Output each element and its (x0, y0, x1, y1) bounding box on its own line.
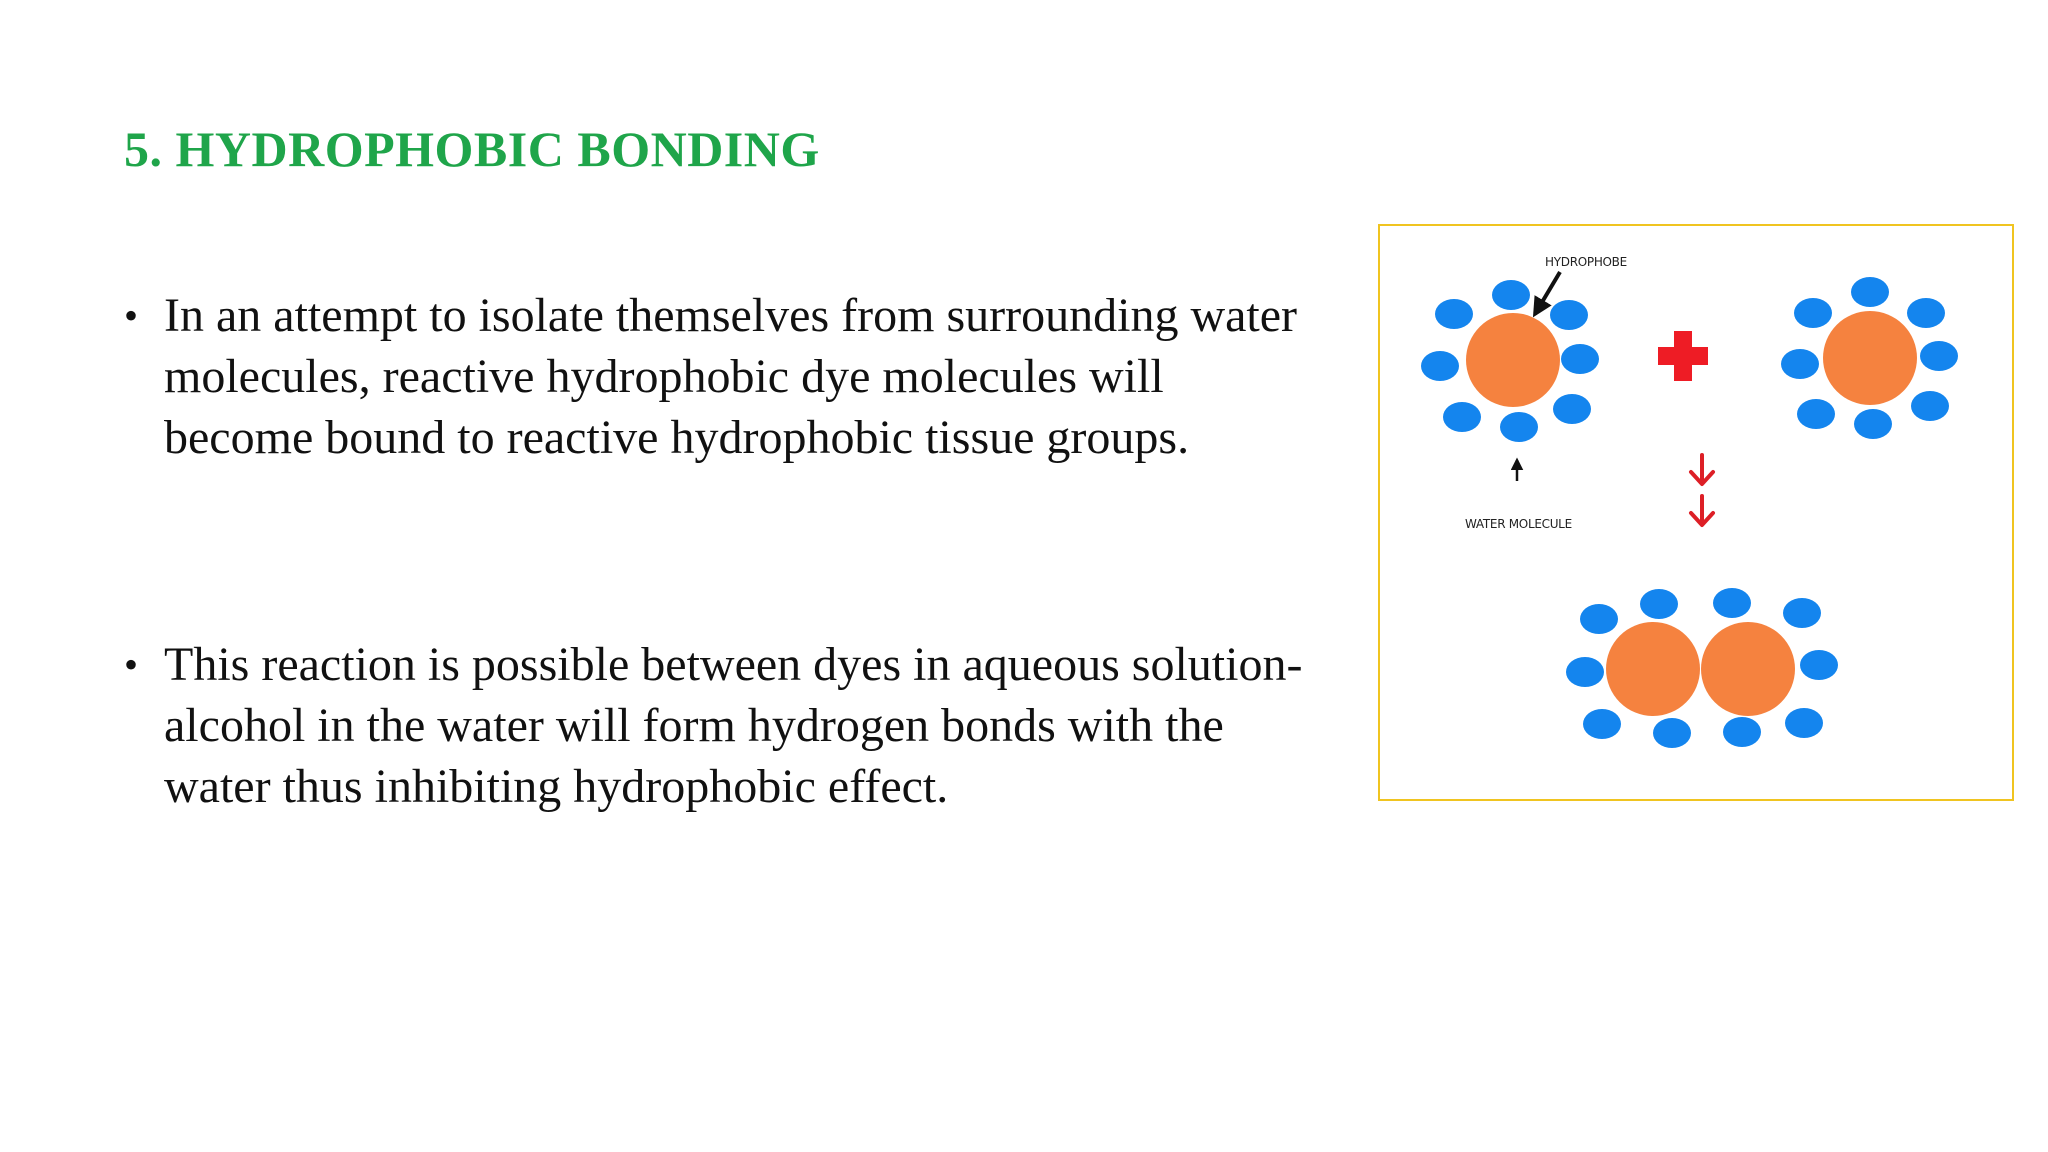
water-molecule (1443, 402, 1481, 432)
water-molecule (1553, 394, 1591, 424)
bullet-text-line: molecules, reactive hydrophobic dye molecules will (164, 350, 1164, 403)
water-molecule-label: WATER MOLECULE (1465, 517, 1572, 531)
bullet-item (124, 285, 1384, 468)
water-molecule (1920, 341, 1958, 371)
water-molecule (1783, 598, 1821, 628)
double-down-arrow-icon (1691, 455, 1713, 525)
hydrophobe-core (1606, 622, 1700, 716)
water-molecule (1851, 277, 1889, 307)
slide-title: 5. HYDROPHOBIC BONDING (124, 121, 820, 177)
hydrophobic-bonding-diagram (1378, 224, 2014, 801)
hydrophobe-molecule-1 (1421, 280, 1599, 442)
water-molecule (1781, 349, 1819, 379)
water-molecule (1561, 344, 1599, 374)
hydrophobe-core (1823, 311, 1917, 405)
water-molecule (1797, 399, 1835, 429)
bullet-list (124, 285, 1384, 983)
bullet-text-line: become bound to reactive hydrophobic tissue groups. (164, 411, 1190, 464)
hydrophobe-molecule-2 (1781, 277, 1958, 439)
hydrophobe-core (1701, 622, 1795, 716)
water-molecule (1550, 300, 1588, 330)
bullet-item (124, 634, 1384, 817)
water-molecule (1800, 650, 1838, 680)
plus-icon (1658, 331, 1708, 381)
water-molecule (1583, 709, 1621, 739)
bonded-hydrophobe-pair (1566, 588, 1838, 748)
bullet-text-line: water thus inhibiting hydrophobic effect. (164, 760, 949, 813)
water-molecule (1500, 412, 1538, 442)
water-molecule (1566, 657, 1604, 687)
bullet-text-line: In an attempt to isolate themselves from surrounding water (164, 289, 1298, 342)
bullet-dot: • (124, 293, 139, 338)
water-molecule (1640, 589, 1678, 619)
water-molecule (1794, 298, 1832, 328)
hydrophobe-label: HYDROPHOBE (1545, 255, 1627, 269)
water-molecule (1785, 708, 1823, 738)
water-molecule (1907, 298, 1945, 328)
hydrophobe-core (1466, 313, 1560, 407)
water-molecule (1723, 717, 1761, 747)
bullet-text-line: alcohol in the water will form hydrogen bonds with the (164, 699, 1224, 752)
water-molecule (1653, 718, 1691, 748)
water-molecule (1492, 280, 1530, 310)
water-molecule (1435, 299, 1473, 329)
bullet-dot: • (124, 642, 139, 687)
diagram-canvas (1380, 226, 2012, 799)
bullet-text-line: This reaction is possible between dyes in aqueous solution- (164, 638, 1303, 691)
water-molecule (1911, 391, 1949, 421)
water-molecule (1713, 588, 1751, 618)
water-molecule (1854, 409, 1892, 439)
water-molecule (1421, 351, 1459, 381)
water-molecule (1580, 604, 1618, 634)
